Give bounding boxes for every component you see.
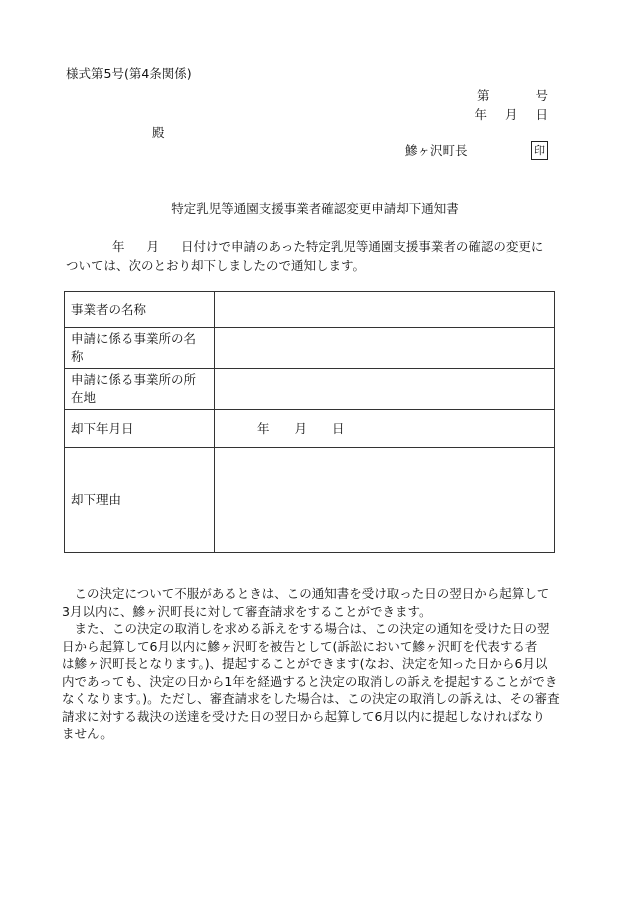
value-rejection-date: 年 月 日 — [215, 410, 555, 448]
issuer-name: 鰺ヶ沢町長 — [405, 143, 468, 158]
notice-line: ません。 — [62, 726, 113, 741]
issue-date-month: 月 — [504, 107, 518, 122]
value-facility-address — [215, 369, 555, 410]
seal-mark: 印 — [531, 141, 548, 160]
intro-year: 年 — [112, 239, 125, 254]
document-title: 特定乳児等通園支援事業者確認変更申請却下通知書 — [171, 201, 459, 216]
intro-line-2: ついては、次のとおり却下しましたので通知します。 — [66, 258, 366, 273]
label-rejection-date: 却下年月日 — [65, 410, 215, 448]
notice-line: 内であっても、決定の日から1年を経過すると決定の取消しの訴えを提起することができ — [62, 673, 558, 689]
table-row — [65, 410, 555, 448]
label-facility-name: 申請に係る事業所の名称 — [65, 328, 215, 369]
document-number-prefix: 第 — [476, 88, 490, 103]
value-business-name — [215, 292, 555, 328]
table-row — [65, 328, 555, 369]
table-row — [65, 369, 555, 410]
issue-date-year: 年 — [474, 107, 487, 122]
rejection-details-table — [64, 291, 555, 553]
addressee-suffix: 殿 — [152, 125, 165, 140]
table-row — [65, 448, 555, 553]
table-row — [65, 292, 555, 328]
form-number: 様式第5号(第4条関係) — [66, 66, 192, 81]
notice-line: 日から起算して6月以内に鰺ヶ沢町を被告として(訴訟において鰺ヶ沢町を代表する者 — [62, 638, 538, 654]
value-facility-name — [215, 328, 555, 369]
notice-line: この決定について不服があるときは、この通知書を受け取った日の翌日から起算して — [62, 586, 550, 601]
notice-line: 3月以内に、鰺ヶ沢町長に対して審査請求をすることができます。 — [62, 603, 432, 619]
value-rejection-reason — [215, 448, 555, 553]
intro-line-1-text: 日付けで申請のあった特定乳児等通園支援事業者の確認の変更に — [181, 239, 544, 254]
appeal-notice — [62, 585, 562, 743]
notice-line: は鰺ヶ沢町長となります。)、提起することができます(なお、決定を知った日から6月以 — [62, 656, 548, 671]
label-rejection-reason: 却下理由 — [65, 448, 215, 553]
notice-line: なくなります。)。ただし、審査請求をした場合は、この決定の取消しの訴えは、その審査 — [62, 691, 560, 706]
document-number-suffix: 号 — [535, 88, 548, 103]
document-number — [477, 88, 548, 104]
notice-line: 請求に対する裁決の送達を受けた日の翌日から起算して6月以内に提起しなければなり — [62, 708, 545, 724]
intro-month: 月 — [146, 239, 160, 254]
issue-date — [474, 107, 548, 123]
intro-paragraph — [66, 237, 566, 275]
intro-line-1 — [66, 237, 566, 256]
label-business-name: 事業者の名称 — [65, 292, 215, 328]
notice-line: また、この決定の取消しを求める訴えをする場合は、この決定の通知を受けた日の翌 — [62, 621, 550, 636]
label-facility-address: 申請に係る事業所の所在地 — [65, 369, 215, 410]
issue-date-day: 日 — [535, 107, 548, 122]
